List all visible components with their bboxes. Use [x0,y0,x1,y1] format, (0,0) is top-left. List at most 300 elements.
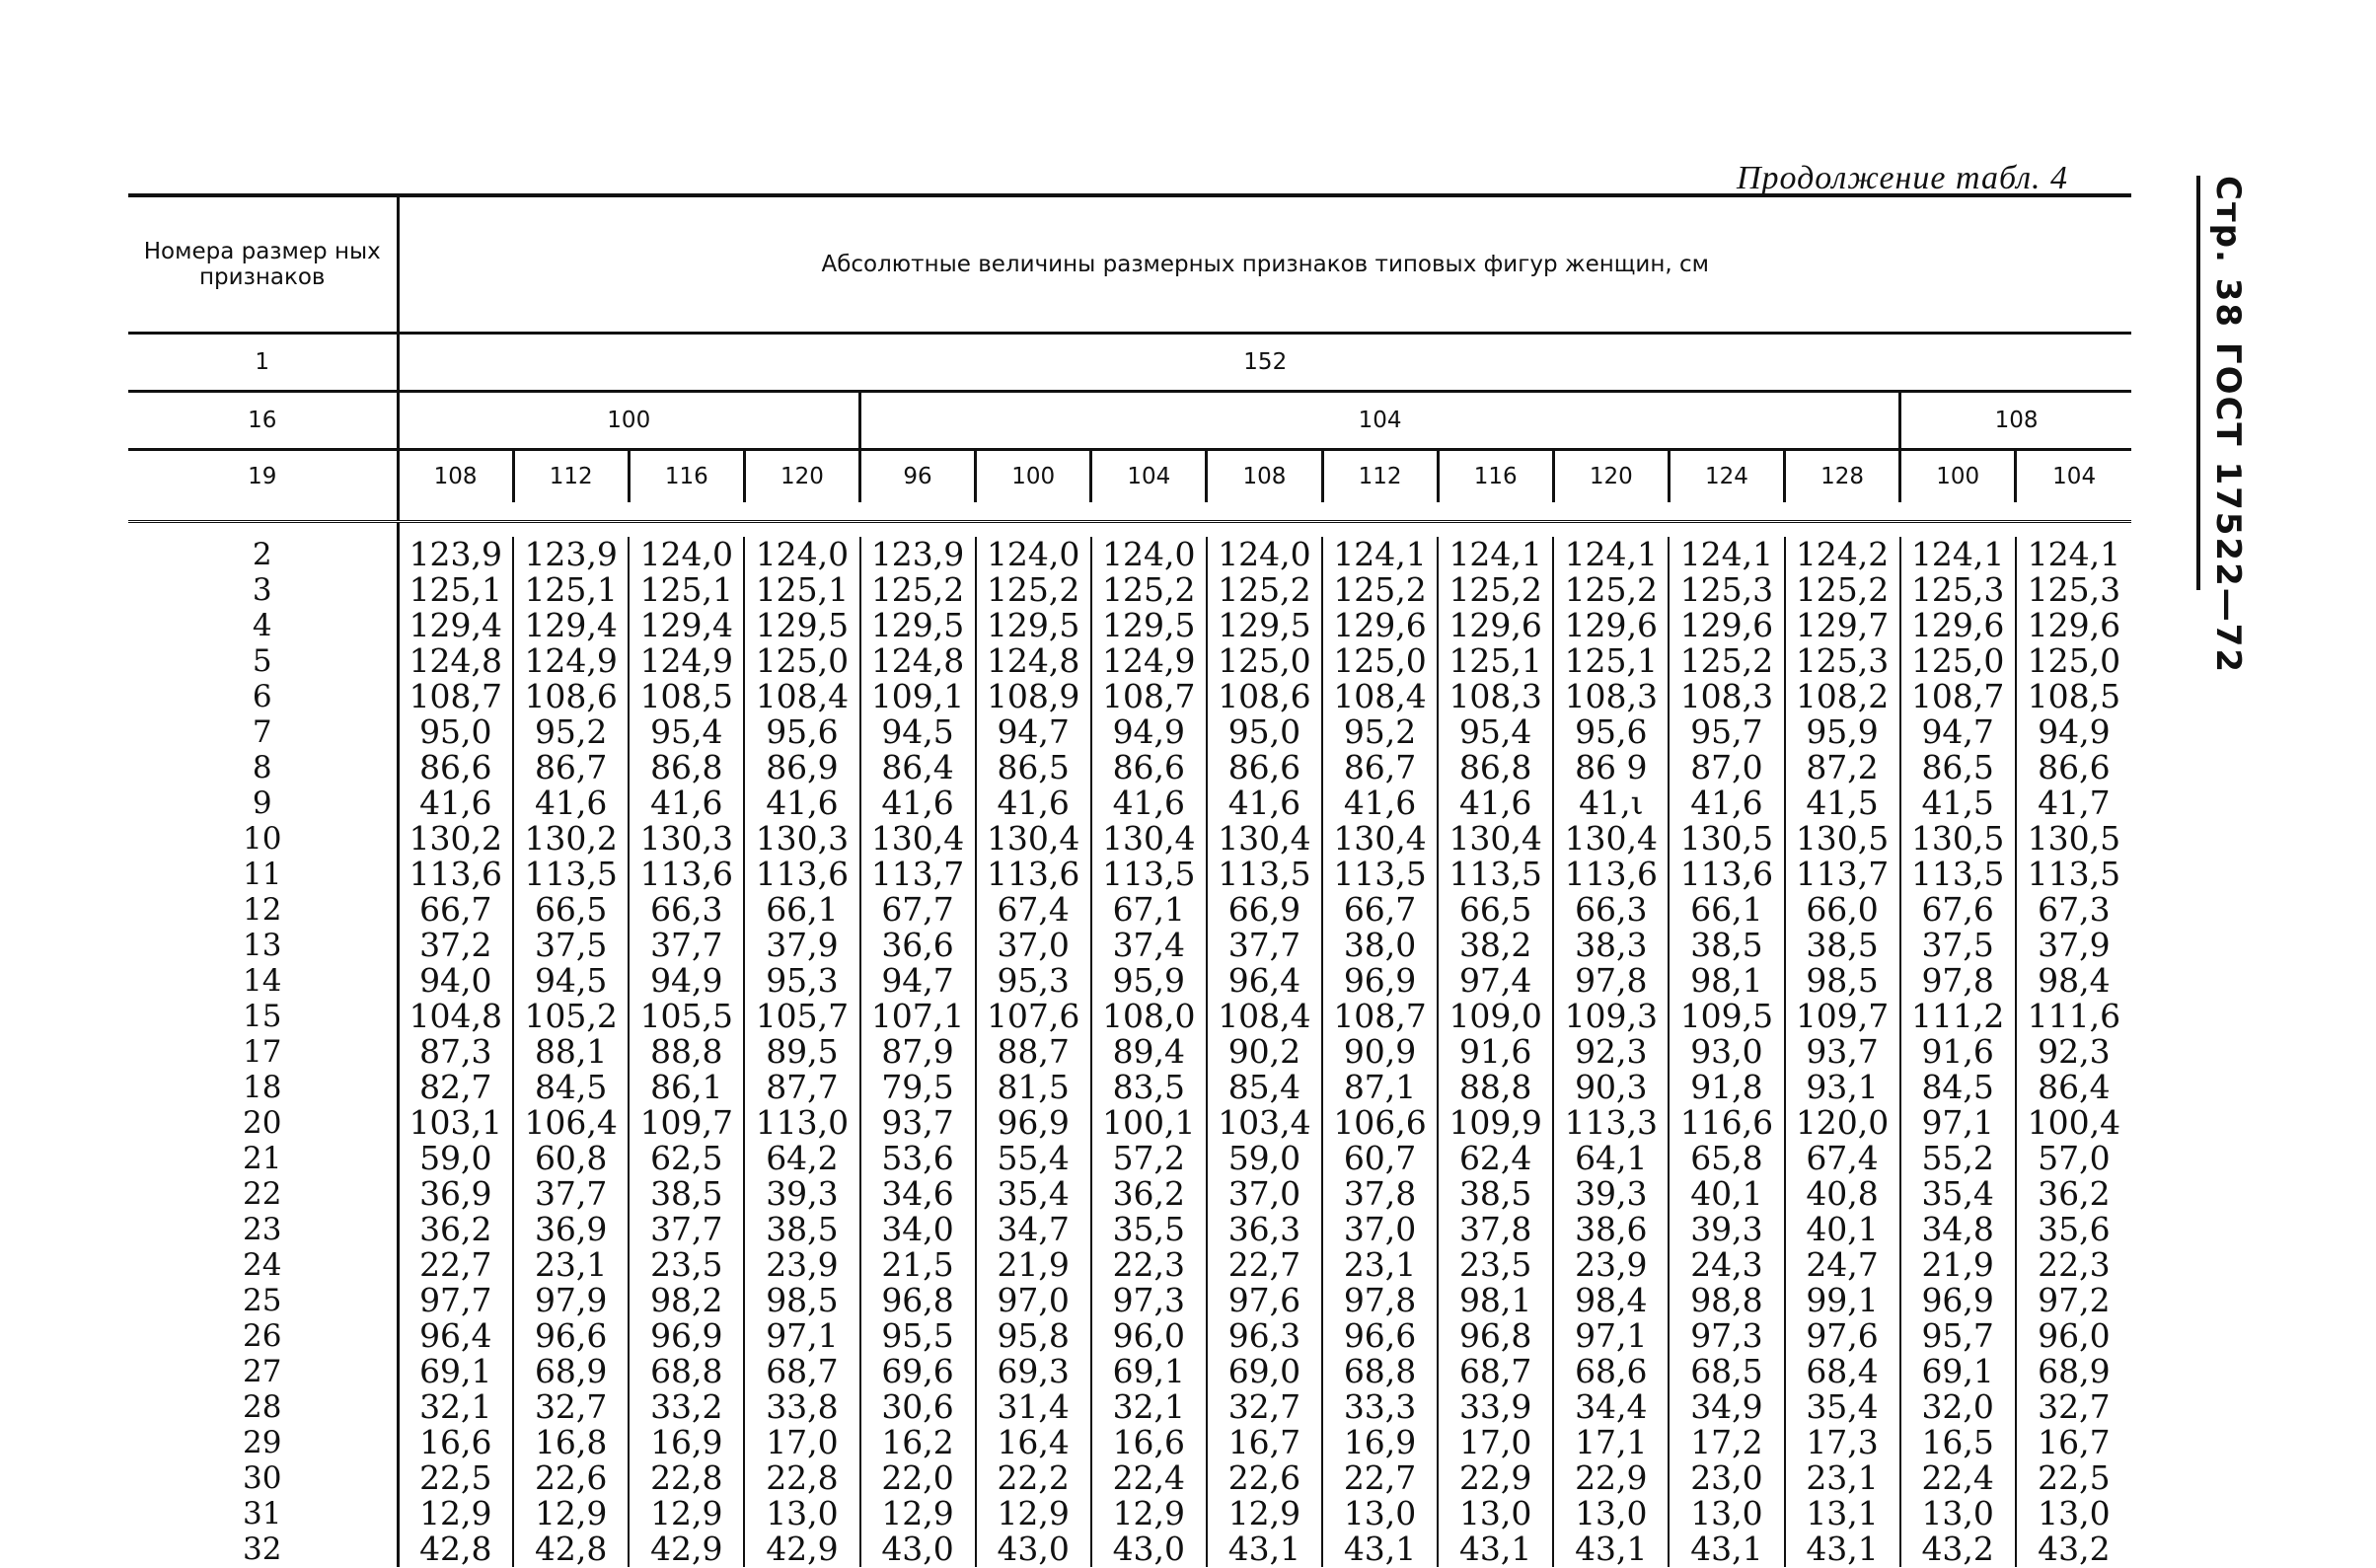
table-cell: 94,5 [860,714,976,750]
table-cell: 129,6 [2016,608,2131,643]
table-cell: 43,1 [1207,1531,1322,1567]
table-cell: 23,1 [1785,1460,1900,1496]
table-cell: 33,3 [1322,1389,1438,1425]
table-cell: 86,6 [1207,750,1322,785]
table-cell: 22,8 [629,1460,744,1496]
table-cell: 40,1 [1669,1176,1784,1212]
table-cell: 96,8 [1438,1318,1553,1354]
table-cell: 37,9 [2016,928,2131,963]
table-cell: 82,7 [419,1068,492,1106]
table-cell: 108,7 [1091,679,1207,714]
feature-number: 32 [128,1531,398,1567]
table-cell: 37,5 [1900,928,2016,963]
table-cell: 67,7 [860,892,976,928]
table-cell: 108,7 [1322,999,1438,1034]
table-row [128,1176,2131,1212]
table-cell: 83,5 [1091,1070,1207,1105]
table-cell: 124,2 [1785,537,1900,572]
table-cell: 43,1 [1438,1531,1553,1567]
table-cell: 95,2 [513,714,629,750]
table-cell: 95,9 [1091,963,1207,999]
feature-number: 28 [128,1389,398,1425]
table-cell: 107,6 [976,999,1091,1034]
table-cell: 90,2 [1207,1034,1322,1070]
table-cell: 22,7 [419,1245,492,1284]
table-cell: 103,1 [408,1103,503,1142]
table-cell: 86,6 [1091,750,1207,785]
table-row [128,1141,2131,1176]
table-cell: 13,0 [1322,1496,1438,1531]
table-cell: 113,5 [1900,857,2016,892]
feature-number: 5 [128,643,398,679]
column-header: 120 [1553,450,1669,503]
table-cell: 130,4 [860,821,976,857]
table-cell: 23,5 [629,1247,744,1283]
table-cell: 37,9 [744,928,859,963]
table-cell: 37,0 [1207,1176,1322,1212]
table-cell: 129,5 [1091,608,1207,643]
table-cell: 98,4 [1553,1283,1669,1318]
table-cell: 16,7 [1207,1425,1322,1460]
table-cell: 62,5 [629,1141,744,1176]
table-cell: 94,9 [1091,714,1207,750]
table-cell: 130,4 [1438,821,1553,857]
column-header: 112 [1322,450,1438,503]
table-cell: 97,1 [1553,1318,1669,1354]
table-cell: 60,7 [1322,1141,1438,1176]
table-cell: 22,7 [1322,1460,1438,1496]
table-row [128,679,2131,714]
table-cell: 123,9 [860,537,976,572]
table-cell: 13,0 [1553,1496,1669,1531]
table-cell: 95,4 [1438,714,1553,750]
table-cell: 108,0 [1091,999,1207,1034]
table-cell: 13,0 [1900,1496,2016,1531]
table-cell: 39,3 [744,1176,859,1212]
table-cell: 125,0 [2016,643,2131,679]
table-cell: 125,1 [1553,643,1669,679]
table-row [128,1318,2131,1354]
table-cell: 95,6 [1553,714,1669,750]
table-cell: 111,2 [1900,999,2016,1034]
feature-number: 24 [128,1247,398,1283]
feature-1-label: 1 [128,334,398,392]
table-cell: 22,4 [1900,1460,2016,1496]
feature-number: 17 [128,1034,398,1070]
table-cell: 69,1 [1091,1354,1207,1389]
table-cell: 41,6 [1669,785,1784,821]
table-cell: 129,5 [976,608,1091,643]
table-cell: 22,7 [1207,1247,1322,1283]
table-cell: 86,8 [629,750,744,785]
group-header: 104 [860,392,1900,450]
table-cell: 96,0 [2016,1318,2131,1354]
table-cell: 125,2 [1322,572,1438,608]
stub-header: Номера размер ных признаков [128,195,398,334]
table-cell: 37,0 [1322,1212,1438,1247]
table-cell: 87,3 [419,1032,492,1071]
table-cell: 86,5 [976,750,1091,785]
table-cell: 38,6 [1553,1212,1669,1247]
table-cell: 108,7 [408,677,503,715]
table-cell: 129,4 [408,606,503,644]
table-cell: 88,8 [629,1034,744,1070]
table-cell: 125,0 [744,643,859,679]
table-cell: 105,5 [629,999,744,1034]
table-cell: 68,9 [513,1354,629,1389]
feature-number: 6 [128,679,398,714]
column-header: 108 [398,450,513,503]
table-cell: 16,4 [976,1425,1091,1460]
table-cell: 94,9 [2016,714,2131,750]
table-cell: 36,9 [513,1212,629,1247]
table-cell: 125,3 [1669,572,1784,608]
table-cell: 55,4 [976,1141,1091,1176]
feature-number: 11 [128,857,398,892]
table-cell: 124,9 [629,643,744,679]
table-cell: 125,1 [1438,643,1553,679]
table-cell: 68,8 [1322,1354,1438,1389]
table-cell: 125,3 [2016,572,2131,608]
table-cell: 108,5 [629,679,744,714]
table-cell: 130,4 [1553,821,1669,857]
table-cell: 35,4 [1785,1389,1900,1425]
table-cell: 37,7 [513,1176,629,1212]
table-cell: 86,6 [419,748,492,786]
table-cell: 125,2 [1669,643,1784,679]
table-cell: 24,7 [1785,1247,1900,1283]
table-cell: 22,0 [860,1460,976,1496]
table-cell: 105,2 [513,999,629,1034]
table-cell: 106,4 [513,1105,629,1141]
table-cell: 113,6 [976,857,1091,892]
table-cell: 130,5 [1900,821,2016,857]
table-cell: 13,0 [2016,1496,2131,1531]
table-cell: 124,8 [408,641,503,680]
table-cell: 113,7 [1785,857,1900,892]
table-cell: 55,2 [1900,1141,2016,1176]
table-row [128,1354,2131,1389]
table-cell: 21,5 [860,1247,976,1283]
table-row [128,1034,2131,1070]
table-cell: 87,1 [1322,1070,1438,1105]
table-cell: 125,3 [1785,643,1900,679]
table-cell: 12,9 [419,1494,492,1532]
table-cell: 43,1 [1785,1531,1900,1567]
table-cell: 108,6 [513,679,629,714]
table-cell: 39,3 [1553,1176,1669,1212]
table-cell: 30,6 [860,1389,976,1425]
table-cell: 42,8 [513,1531,629,1567]
table-cell: 66,3 [1553,892,1669,928]
table-cell: 35,4 [976,1176,1091,1212]
table-cell: 37,0 [976,928,1091,963]
table-cell: 22,6 [1207,1460,1322,1496]
table-cell: 125,1 [744,572,859,608]
feature-1-value: 152 [398,334,2131,392]
table-cell: 95,0 [419,712,492,751]
column-header: 108 [1207,450,1322,503]
feature-number: 12 [128,892,398,928]
table-cell: 13,0 [744,1496,859,1531]
table-cell: 41,6 [513,785,629,821]
table-cell: 66,3 [629,892,744,928]
table-title: Абсолютные величины размерных признаков типовых фигур женщин, см [398,195,2131,334]
table-cell: 22,8 [744,1460,859,1496]
side-header-text: Стр. 38 ГОСТ 17522—72 [2208,176,2248,675]
table-cell: 41,6 [1438,785,1553,821]
table-cell: 37,7 [629,1212,744,1247]
table-cell: 43,2 [2016,1531,2131,1567]
table-cell: 113,5 [1091,857,1207,892]
table-cell: 129,6 [1322,608,1438,643]
table-cell: 94,7 [1900,714,2016,750]
table-cell: 33,9 [1438,1389,1553,1425]
table-cell: 67,4 [1785,1141,1900,1176]
table-cell: 43,2 [1900,1531,2016,1567]
column-header: 116 [1438,450,1553,503]
column-header: 104 [1091,450,1207,503]
table-cell: 129,4 [513,608,629,643]
table-cell: 97,1 [1900,1105,2016,1141]
table-cell: 109,0 [1438,999,1553,1034]
table-cell: 66,5 [513,892,629,928]
table-cell: 69,0 [1207,1354,1322,1389]
table-cell: 12,9 [1091,1496,1207,1531]
table-cell: 113,3 [1553,1105,1669,1141]
table-cell: 68,9 [2016,1354,2131,1389]
feature-number: 18 [128,1070,398,1105]
table-cell: 108,4 [1207,999,1322,1034]
table-cell: 95,3 [744,963,859,999]
feature-number: 13 [128,928,398,963]
table-cell: 96,9 [1900,1283,2016,1318]
table-cell: 108,3 [1553,679,1669,714]
feature-number: 7 [128,714,398,750]
table-cell: 16,9 [1322,1425,1438,1460]
table-cell: 120,0 [1785,1105,1900,1141]
table-cell: 22,5 [419,1458,492,1497]
table-cell: 38,3 [1553,928,1669,963]
table-cell: 125,2 [1785,572,1900,608]
table-row [128,892,2131,928]
table-cell: 94,5 [513,963,629,999]
table-cell: 36,2 [2016,1176,2131,1212]
measurements-table [128,193,2131,1567]
table-cell: 23,9 [744,1247,859,1283]
table-cell: 99,1 [1785,1283,1900,1318]
table-cell: 41,ι [1553,785,1669,821]
table-cell: 97,1 [744,1318,859,1354]
table-cell: 113,5 [1438,857,1553,892]
table-cell: 98,1 [1669,963,1784,999]
table-row [128,857,2131,892]
feature-number: 25 [128,1283,398,1318]
table-cell: 12,9 [860,1496,976,1531]
table-cell: 66,1 [1669,892,1784,928]
table-cell: 16,6 [1091,1425,1207,1460]
table-cell: 124,9 [1091,643,1207,679]
table-cell: 124,0 [976,537,1091,572]
table-cell: 97,0 [976,1283,1091,1318]
feature-number: 4 [128,608,398,643]
table-cell: 124,1 [1438,537,1553,572]
table-cell: 43,0 [1091,1531,1207,1567]
feature-19-label: 19 [128,450,398,503]
feature-number: 21 [128,1141,398,1176]
table-cell: 100,1 [1091,1105,1207,1141]
table-cell: 37,8 [1322,1176,1438,1212]
table-cell: 95,4 [629,714,744,750]
table-cell: 38,5 [744,1212,859,1247]
table-cell: 86,8 [1438,750,1553,785]
table-cell: 94,7 [860,963,976,999]
table-cell: 41,6 [1207,785,1322,821]
table-cell: 16,9 [629,1425,744,1460]
table-cell: 36,6 [860,928,976,963]
table-cell: 34,7 [976,1212,1091,1247]
table-cell: 41,6 [1322,785,1438,821]
table-cell: 91,6 [1438,1034,1553,1070]
table-cell: 95,6 [744,714,859,750]
table-cell: 96,0 [1091,1318,1207,1354]
table-cell: 16,6 [419,1423,492,1461]
table-cell: 109,5 [1669,999,1784,1034]
feature-number: 26 [128,1318,398,1354]
table-cell: 12,9 [513,1496,629,1531]
table-cell: 36,2 [1091,1176,1207,1212]
table-row [128,1425,2131,1460]
table-cell: 125,0 [1207,643,1322,679]
table-cell: 86,1 [629,1070,744,1105]
table-cell: 42,8 [419,1530,492,1568]
table-cell: 41,6 [860,785,976,821]
table-cell: 17,0 [744,1425,859,1460]
table-cell: 32,7 [2016,1389,2131,1425]
table-cell: 123,9 [513,537,629,572]
table-cell: 124,1 [1900,537,2016,572]
column-header: 120 [744,450,859,503]
table-cell: 32,0 [1900,1389,2016,1425]
table-cell: 108,3 [1438,679,1553,714]
table-cell: 37,7 [1207,928,1322,963]
table-cell: 113,7 [860,857,976,892]
table-cell: 17,1 [1553,1425,1669,1460]
table-cell: 125,1 [408,570,503,609]
table-row [128,1283,2131,1318]
table-cell: 129,6 [1438,608,1553,643]
table-cell: 32,7 [513,1389,629,1425]
table-cell: 96,3 [1207,1318,1322,1354]
table-cell: 90,3 [1553,1070,1669,1105]
feature-number: 8 [128,750,398,785]
table-cell: 125,2 [1438,572,1553,608]
table-cell: 53,6 [860,1141,976,1176]
table-cell: 69,6 [860,1354,976,1389]
table-cell: 22,3 [2016,1247,2131,1283]
table-cell: 124,0 [1207,537,1322,572]
table-cell: 38,5 [629,1176,744,1212]
table-cell: 68,8 [629,1354,744,1389]
table-row [128,1389,2131,1425]
table-cell: 43,0 [976,1531,1091,1567]
table-cell: 43,1 [1322,1531,1438,1567]
table-row [128,785,2131,821]
table-cell: 92,3 [1553,1034,1669,1070]
table-cell: 21,9 [976,1247,1091,1283]
table-cell: 68,7 [744,1354,859,1389]
table-row [128,1496,2131,1531]
table-cell: 64,2 [744,1141,859,1176]
table-cell: 57,0 [2016,1141,2131,1176]
table-cell: 124,0 [1091,537,1207,572]
table-cell: 38,0 [1322,928,1438,963]
column-header: 100 [976,450,1091,503]
table-cell: 67,4 [976,892,1091,928]
table-cell: 98,2 [629,1283,744,1318]
table-cell: 109,7 [1785,999,1900,1034]
table-cell: 90,9 [1322,1034,1438,1070]
table-cell: 124,0 [629,537,744,572]
table-cell: 68,6 [1553,1354,1669,1389]
table-cell: 129,6 [1900,608,2016,643]
table-cell: 86,4 [2016,1070,2131,1105]
table-cell: 36,3 [1207,1212,1322,1247]
table-cell: 16,8 [513,1425,629,1460]
table-row [128,999,2131,1034]
feature-number: 20 [128,1105,398,1141]
table-cell: 12,9 [1207,1496,1322,1531]
column-header: 128 [1785,450,1900,503]
side-header [2192,176,2252,675]
table-cell: 38,2 [1438,928,1553,963]
column-header: 116 [629,450,744,503]
table-cell: 86,5 [1900,750,2016,785]
table-cell: 22,5 [2016,1460,2131,1496]
table-cell: 22,4 [1091,1460,1207,1496]
table-cell: 38,5 [1785,928,1900,963]
table-cell: 93,7 [860,1105,976,1141]
table-cell: 41,6 [976,785,1091,821]
table-cell: 130,5 [2016,821,2131,857]
table-cell: 42,9 [744,1531,859,1567]
table-cell: 95,9 [1785,714,1900,750]
table-cell: 43,1 [1669,1531,1784,1567]
table-cell: 13,0 [1669,1496,1784,1531]
table-cell: 59,0 [1207,1141,1322,1176]
group-header: 100 [398,392,860,450]
table-cell: 109,3 [1553,999,1669,1034]
table-cell: 35,5 [1091,1212,1207,1247]
table-cell: 124,1 [1322,537,1438,572]
table-row [128,1070,2131,1105]
feature-number: 29 [128,1425,398,1460]
table-cell: 37,7 [629,928,744,963]
table-cell: 68,4 [1785,1354,1900,1389]
table-cell: 66,9 [1207,892,1322,928]
table-cell: 109,7 [629,1105,744,1141]
table-cell: 22,3 [1091,1247,1207,1283]
table-cell: 123,9 [408,535,503,573]
table-cell: 81,5 [976,1070,1091,1105]
table-cell: 37,8 [1438,1212,1553,1247]
table-cell: 93,7 [1785,1034,1900,1070]
table-cell: 89,5 [744,1034,859,1070]
table-cell: 41,6 [744,785,859,821]
table-cell: 33,2 [629,1389,744,1425]
table-cell: 107,1 [860,999,976,1034]
table-cell: 91,6 [1900,1034,2016,1070]
